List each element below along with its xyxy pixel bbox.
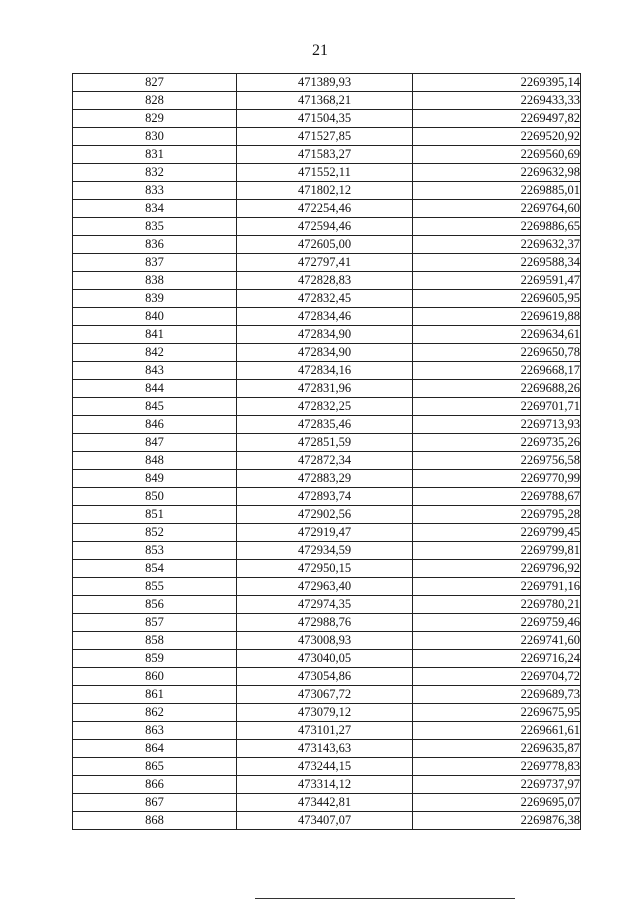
point-number-cell: 853 (73, 542, 237, 560)
page-number: 21 (312, 42, 328, 59)
table-row (73, 308, 581, 326)
table-row (73, 632, 581, 650)
point-number-cell: 830 (73, 128, 237, 146)
y-coordinate-cell: 2269795,28 (413, 506, 581, 524)
table-row (73, 740, 581, 758)
y-coordinate-cell: 2269605,95 (413, 290, 581, 308)
table-row (73, 362, 581, 380)
x-coordinate-cell: 472835,46 (237, 416, 413, 434)
point-number-cell: 862 (73, 704, 237, 722)
x-coordinate-cell: 473143,63 (237, 740, 413, 758)
x-coordinate-cell: 472934,59 (237, 542, 413, 560)
y-coordinate-cell: 2269780,21 (413, 596, 581, 614)
table-row (73, 128, 581, 146)
x-coordinate-cell: 473101,27 (237, 722, 413, 740)
x-coordinate-cell: 473040,05 (237, 650, 413, 668)
table-row (73, 254, 581, 272)
y-coordinate-cell: 2269737,97 (413, 776, 581, 794)
table-row (73, 218, 581, 236)
y-coordinate-cell: 2269591,47 (413, 272, 581, 290)
x-coordinate-cell: 471389,93 (237, 74, 413, 92)
y-coordinate-cell: 2269741,60 (413, 632, 581, 650)
point-number-cell: 845 (73, 398, 237, 416)
x-coordinate-cell: 471527,85 (237, 128, 413, 146)
y-coordinate-cell: 2269885,01 (413, 182, 581, 200)
x-coordinate-cell: 471368,21 (237, 92, 413, 110)
y-coordinate-cell: 2269876,38 (413, 812, 581, 830)
y-coordinate-cell: 2269778,83 (413, 758, 581, 776)
x-coordinate-cell: 472893,74 (237, 488, 413, 506)
y-coordinate-cell: 2269497,82 (413, 110, 581, 128)
point-number-cell: 836 (73, 236, 237, 254)
table-row (73, 776, 581, 794)
point-number-cell: 861 (73, 686, 237, 704)
x-coordinate-cell: 472883,29 (237, 470, 413, 488)
x-coordinate-cell: 471552,11 (237, 164, 413, 182)
point-number-cell: 866 (73, 776, 237, 794)
x-coordinate-cell: 472831,96 (237, 380, 413, 398)
point-number-cell: 831 (73, 146, 237, 164)
y-coordinate-cell: 2269675,95 (413, 704, 581, 722)
x-coordinate-cell: 471802,12 (237, 182, 413, 200)
table-row (73, 668, 581, 686)
table-row (73, 272, 581, 290)
table-row (73, 524, 581, 542)
y-coordinate-cell: 2269759,46 (413, 614, 581, 632)
coordinates-table-body (73, 74, 581, 830)
y-coordinate-cell: 2269713,93 (413, 416, 581, 434)
y-coordinate-cell: 2269701,71 (413, 398, 581, 416)
point-number-cell: 837 (73, 254, 237, 272)
x-coordinate-cell: 473067,72 (237, 686, 413, 704)
table-row (73, 596, 581, 614)
page-bottom-rule (255, 898, 515, 899)
x-coordinate-cell: 471583,27 (237, 146, 413, 164)
y-coordinate-cell: 2269619,88 (413, 308, 581, 326)
table-row (73, 164, 581, 182)
point-number-cell: 829 (73, 110, 237, 128)
x-coordinate-cell: 472974,35 (237, 596, 413, 614)
x-coordinate-cell: 472834,46 (237, 308, 413, 326)
y-coordinate-cell: 2269756,58 (413, 452, 581, 470)
y-coordinate-cell: 2269791,16 (413, 578, 581, 596)
x-coordinate-cell: 472832,25 (237, 398, 413, 416)
point-number-cell: 854 (73, 560, 237, 578)
table-row (73, 758, 581, 776)
y-coordinate-cell: 2269716,24 (413, 650, 581, 668)
table-row (73, 92, 581, 110)
table-row (73, 290, 581, 308)
point-number-cell: 858 (73, 632, 237, 650)
point-number-cell: 847 (73, 434, 237, 452)
table-row (73, 812, 581, 830)
y-coordinate-cell: 2269650,78 (413, 344, 581, 362)
y-coordinate-cell: 2269886,65 (413, 218, 581, 236)
point-number-cell: 849 (73, 470, 237, 488)
x-coordinate-cell: 473442,81 (237, 794, 413, 812)
y-coordinate-cell: 2269689,73 (413, 686, 581, 704)
table-row (73, 398, 581, 416)
coordinates-table (72, 73, 581, 830)
table-row (73, 686, 581, 704)
table-row (73, 110, 581, 128)
table-row (73, 380, 581, 398)
y-coordinate-cell: 2269635,87 (413, 740, 581, 758)
table-row (73, 578, 581, 596)
x-coordinate-cell: 472605,00 (237, 236, 413, 254)
x-coordinate-cell: 473054,86 (237, 668, 413, 686)
y-coordinate-cell: 2269634,61 (413, 326, 581, 344)
table-row (73, 560, 581, 578)
point-number-cell: 850 (73, 488, 237, 506)
y-coordinate-cell: 2269688,26 (413, 380, 581, 398)
x-coordinate-cell: 472919,47 (237, 524, 413, 542)
table-row (73, 74, 581, 92)
table-row (73, 542, 581, 560)
x-coordinate-cell: 472594,46 (237, 218, 413, 236)
y-coordinate-cell: 2269433,33 (413, 92, 581, 110)
point-number-cell: 852 (73, 524, 237, 542)
y-coordinate-cell: 2269796,92 (413, 560, 581, 578)
y-coordinate-cell: 2269770,99 (413, 470, 581, 488)
point-number-cell: 842 (73, 344, 237, 362)
table-row (73, 200, 581, 218)
table-row (73, 470, 581, 488)
point-number-cell: 863 (73, 722, 237, 740)
x-coordinate-cell: 472872,34 (237, 452, 413, 470)
x-coordinate-cell: 472950,15 (237, 560, 413, 578)
point-number-cell: 828 (73, 92, 237, 110)
table-row (73, 506, 581, 524)
table-row (73, 182, 581, 200)
point-number-cell: 832 (73, 164, 237, 182)
x-coordinate-cell: 473314,12 (237, 776, 413, 794)
y-coordinate-cell: 2269661,61 (413, 722, 581, 740)
x-coordinate-cell: 472834,16 (237, 362, 413, 380)
y-coordinate-cell: 2269632,98 (413, 164, 581, 182)
table-row (73, 416, 581, 434)
x-coordinate-cell: 472902,56 (237, 506, 413, 524)
table-row (73, 344, 581, 362)
point-number-cell: 859 (73, 650, 237, 668)
y-coordinate-cell: 2269788,67 (413, 488, 581, 506)
y-coordinate-cell: 2269704,72 (413, 668, 581, 686)
point-number-cell: 864 (73, 740, 237, 758)
point-number-cell: 839 (73, 290, 237, 308)
table-row (73, 452, 581, 470)
table-row (73, 236, 581, 254)
x-coordinate-cell: 473079,12 (237, 704, 413, 722)
point-number-cell: 841 (73, 326, 237, 344)
y-coordinate-cell: 2269799,45 (413, 524, 581, 542)
table-row (73, 614, 581, 632)
y-coordinate-cell: 2269695,07 (413, 794, 581, 812)
point-number-cell: 851 (73, 506, 237, 524)
point-number-cell: 846 (73, 416, 237, 434)
x-coordinate-cell: 472797,41 (237, 254, 413, 272)
point-number-cell: 860 (73, 668, 237, 686)
x-coordinate-cell: 472832,45 (237, 290, 413, 308)
x-coordinate-cell: 473008,93 (237, 632, 413, 650)
y-coordinate-cell: 2269764,60 (413, 200, 581, 218)
point-number-cell: 844 (73, 380, 237, 398)
point-number-cell: 848 (73, 452, 237, 470)
x-coordinate-cell: 472828,83 (237, 272, 413, 290)
x-coordinate-cell: 472963,40 (237, 578, 413, 596)
y-coordinate-cell: 2269560,69 (413, 146, 581, 164)
point-number-cell: 857 (73, 614, 237, 632)
point-number-cell: 835 (73, 218, 237, 236)
point-number-cell: 843 (73, 362, 237, 380)
y-coordinate-cell: 2269632,37 (413, 236, 581, 254)
point-number-cell: 867 (73, 794, 237, 812)
point-number-cell: 833 (73, 182, 237, 200)
y-coordinate-cell: 2269799,81 (413, 542, 581, 560)
point-number-cell: 827 (73, 74, 237, 92)
point-number-cell: 838 (73, 272, 237, 290)
point-number-cell: 840 (73, 308, 237, 326)
table-row (73, 722, 581, 740)
y-coordinate-cell: 2269395,14 (413, 74, 581, 92)
y-coordinate-cell: 2269588,34 (413, 254, 581, 272)
x-coordinate-cell: 473244,15 (237, 758, 413, 776)
point-number-cell: 856 (73, 596, 237, 614)
x-coordinate-cell: 473407,07 (237, 812, 413, 830)
x-coordinate-cell: 472851,59 (237, 434, 413, 452)
point-number-cell: 868 (73, 812, 237, 830)
y-coordinate-cell: 2269735,26 (413, 434, 581, 452)
point-number-cell: 865 (73, 758, 237, 776)
table-row (73, 488, 581, 506)
y-coordinate-cell: 2269520,92 (413, 128, 581, 146)
table-row (73, 326, 581, 344)
point-number-cell: 834 (73, 200, 237, 218)
x-coordinate-cell: 472254,46 (237, 200, 413, 218)
x-coordinate-cell: 471504,35 (237, 110, 413, 128)
x-coordinate-cell: 472988,76 (237, 614, 413, 632)
table-row (73, 434, 581, 452)
table-row (73, 794, 581, 812)
table-row (73, 650, 581, 668)
point-number-cell: 855 (73, 578, 237, 596)
x-coordinate-cell: 472834,90 (237, 326, 413, 344)
table-row (73, 146, 581, 164)
table-row (73, 704, 581, 722)
y-coordinate-cell: 2269668,17 (413, 362, 581, 380)
x-coordinate-cell: 472834,90 (237, 344, 413, 362)
